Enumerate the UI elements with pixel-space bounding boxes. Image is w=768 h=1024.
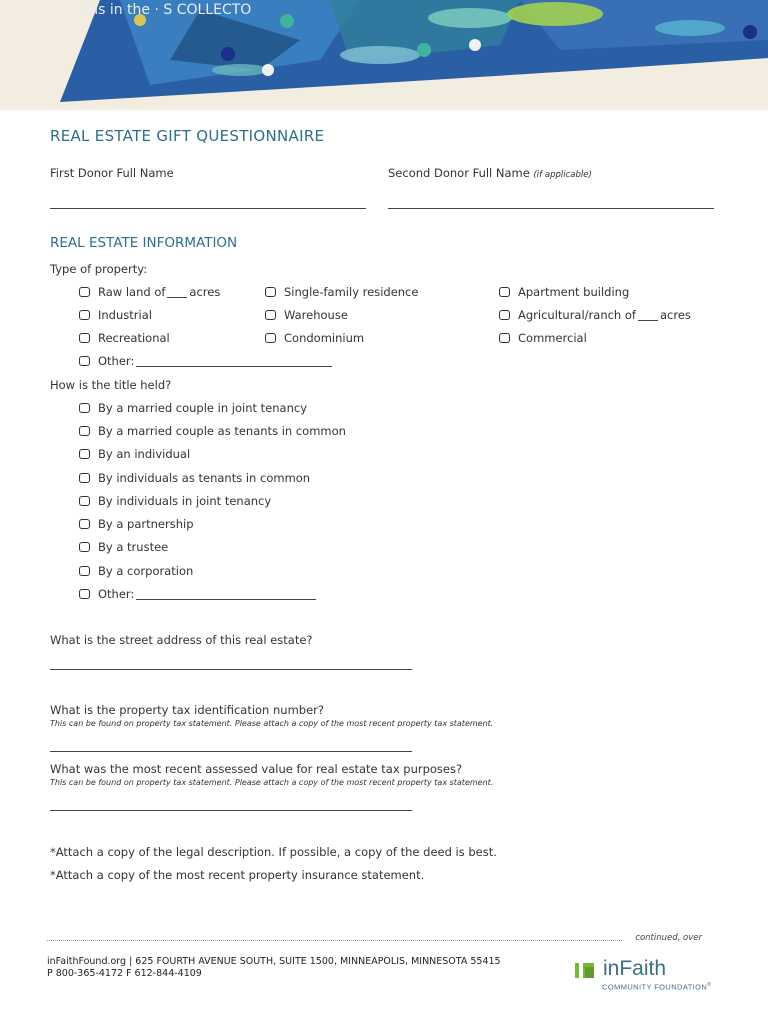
property-other-field[interactable] <box>136 356 332 367</box>
checkbox-icon[interactable] <box>79 473 90 483</box>
title-option[interactable]: By a partnership <box>79 517 194 531</box>
assessed-value-field[interactable] <box>50 810 412 811</box>
option-industrial[interactable]: Industrial <box>79 308 152 322</box>
second-donor-field[interactable] <box>388 208 714 209</box>
title-option[interactable]: By an individual <box>79 447 190 461</box>
checkbox-icon[interactable] <box>265 333 276 343</box>
agricultural-acres-field[interactable] <box>638 310 658 321</box>
option-apartment[interactable]: Apartment building <box>499 285 629 299</box>
checkbox-icon[interactable] <box>79 542 90 552</box>
checkbox-icon[interactable] <box>79 426 90 436</box>
address-field[interactable] <box>50 669 412 670</box>
option-recreational[interactable]: Recreational <box>79 331 170 345</box>
form-title: REAL ESTATE GIFT QUESTIONNAIRE <box>50 127 325 145</box>
attach-insurance-note: *Attach a copy of the most recent property insurance statement. <box>50 868 425 882</box>
checkbox-icon[interactable] <box>79 589 90 599</box>
checkbox-icon[interactable] <box>79 287 90 297</box>
checkbox-icon[interactable] <box>79 356 90 366</box>
header-artwork <box>0 0 768 110</box>
second-donor-label: Second Donor Full Name (if applicable) <box>388 166 592 180</box>
artwork-lettering: r is in the · S COLLECTO <box>84 2 252 18</box>
title-option[interactable]: By individuals as tenants in common <box>79 471 310 485</box>
second-donor-note: (if applicable) <box>533 170 592 180</box>
checkbox-icon[interactable] <box>79 449 90 459</box>
raw-land-acres-field[interactable] <box>167 287 187 298</box>
title-option[interactable]: By individuals in joint tenancy <box>79 494 271 508</box>
attach-legal-note: *Attach a copy of the legal description. If possible, a copy of the deed is best. <box>50 845 497 859</box>
option-condominium[interactable]: Condominium <box>265 331 364 345</box>
checkbox-icon[interactable] <box>79 403 90 413</box>
option-warehouse[interactable]: Warehouse <box>265 308 348 322</box>
tax-id-field[interactable] <box>50 751 412 752</box>
title-option-other[interactable]: Other: <box>79 587 318 601</box>
assessed-value-note: This can be found on property tax statement. Please attach a copy of the most recent property tax statement. <box>50 778 494 787</box>
option-agricultural[interactable]: Agricultural/ranch of acres <box>499 308 691 322</box>
title-other-field[interactable] <box>136 589 316 600</box>
title-option[interactable]: By a married couple as tenants in common <box>79 424 346 438</box>
option-raw-land[interactable]: Raw land of acres <box>79 285 220 299</box>
checkbox-icon[interactable] <box>79 310 90 320</box>
checkbox-icon[interactable] <box>79 496 90 506</box>
property-type-label: Type of property: <box>50 262 148 276</box>
checkbox-icon[interactable] <box>499 310 510 320</box>
title-option[interactable]: By a corporation <box>79 564 193 578</box>
logo-name: inFaith <box>603 957 667 980</box>
real-estate-heading: REAL ESTATE INFORMATION <box>50 235 238 251</box>
checkbox-icon[interactable] <box>79 333 90 343</box>
tax-id-note: This can be found on property tax statement. Please attach a copy of the most recent property tax statement. <box>50 719 494 728</box>
title-option[interactable]: By a trustee <box>79 540 168 554</box>
checkbox-icon[interactable] <box>499 287 510 297</box>
address-question: What is the street address of this real estate? <box>50 633 313 647</box>
checkbox-icon[interactable] <box>79 566 90 576</box>
footer-divider <box>47 940 622 941</box>
first-donor-label: First Donor Full Name <box>50 166 174 180</box>
checkbox-icon[interactable] <box>499 333 510 343</box>
footer-address: inFaithFound.org | 625 FOURTH AVENUE SOUTH, SUITE 1500, MINNEAPOLIS, MINNESOTA 55415 <box>47 956 501 967</box>
first-donor-field[interactable] <box>50 208 366 209</box>
option-property-other[interactable]: Other: <box>79 354 334 368</box>
tax-id-question: What is the property tax identification number? <box>50 703 324 717</box>
checkbox-icon[interactable] <box>79 519 90 529</box>
checkbox-icon[interactable] <box>265 287 276 297</box>
footer-phone: P 800-365-4172 F 612-844-4109 <box>47 968 202 979</box>
title-option[interactable]: By a married couple in joint tenancy <box>79 401 307 415</box>
assessed-value-question: What was the most recent assessed value for real estate tax purposes? <box>50 762 463 776</box>
continued-note: continued, over <box>635 933 702 943</box>
option-commercial[interactable]: Commercial <box>499 331 587 345</box>
title-held-label: How is the title held? <box>50 378 172 392</box>
checkbox-icon[interactable] <box>265 310 276 320</box>
option-single-family[interactable]: Single-family residence <box>265 285 418 299</box>
logo-subtitle: COMMUNITY FOUNDATION® <box>602 982 712 992</box>
